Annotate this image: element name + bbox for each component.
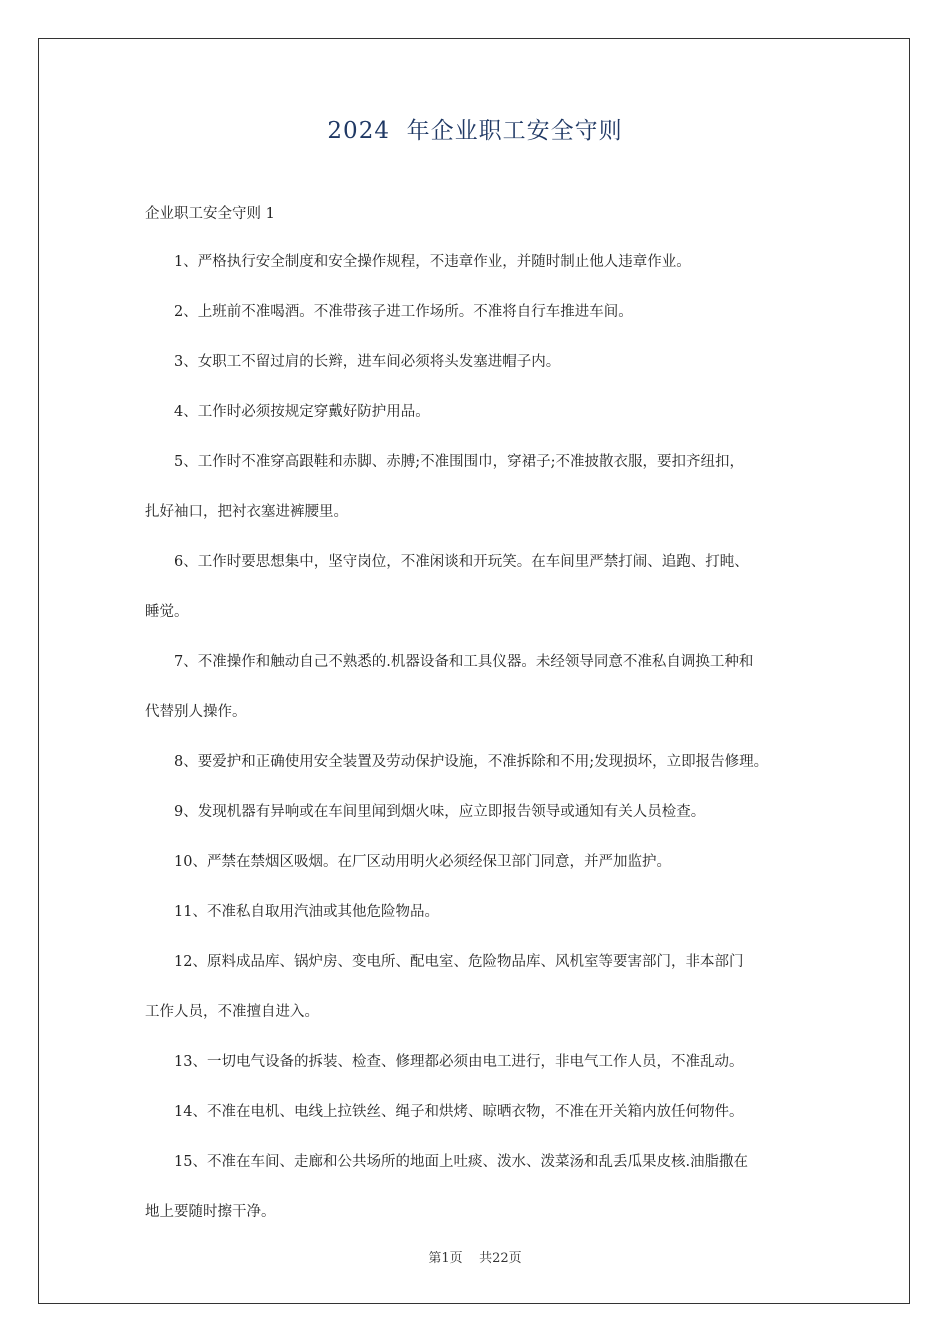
document-title: 2024 年企业职工安全守则: [327, 118, 623, 144]
rule-item: 3、女职工不留过肩的长辫，进车间必须将头发塞进帽子内。: [174, 354, 561, 370]
rule-continuation-line: 地上要随时擦干净。: [145, 1204, 276, 1220]
rule-continuation-line: 代替别人操作。: [145, 704, 247, 720]
section-heading: 企业职工安全守则 1: [145, 206, 275, 222]
page-footer: 第1页 共22页: [428, 1251, 522, 1266]
rule-item: 11、不准私自取用汽油或其他危险物品。: [174, 904, 439, 920]
rule-item: 14、不准在电机、电线上拉铁丝、绳子和烘烤、晾晒衣物，不准在开关箱内放任何物件。: [174, 1104, 744, 1120]
rule-continuation-line: 扎好袖口，把衬衣塞进裤腰里。: [145, 504, 348, 520]
rule-continuation-line: 工作人员，不准擅自进入。: [145, 1004, 319, 1020]
rule-item: 7、不准操作和触动自己不熟悉的.机器设备和工具仪器。未经领导同意不准私自调换工种和: [174, 654, 754, 670]
rule-item: 10、严禁在禁烟区吸烟。在厂区动用明火必须经保卫部门同意，并严加监护。: [174, 854, 671, 870]
rule-item: 15、不准在车间、走廊和公共场所的地面上吐痰、泼水、泼菜汤和乱丢瓜果皮核.油脂撒在: [174, 1154, 749, 1170]
rule-item: 1、严格执行安全制度和安全操作规程，不违章作业，并随时制止他人违章作业。: [174, 254, 691, 270]
rule-item: 2、上班前不准喝酒。不准带孩子进工作场所。不准将自行车推进车间。: [174, 304, 633, 320]
rule-continuation-line: 睡觉。: [145, 604, 189, 620]
rule-item: 12、原料成品库、锅炉房、变电所、配电室、危险物品库、风机室等要害部门，非本部门: [174, 954, 744, 970]
rule-item: 8、要爱护和正确使用安全装置及劳动保护设施，不准拆除和不用;发现损坏，立即报告修理。: [174, 754, 769, 770]
rules-list: [145, 250, 807, 1225]
rule-item: 4、工作时必须按规定穿戴好防护用品。: [174, 404, 430, 420]
rule-item: 6、工作时要思想集中，坚守岗位，不准闲谈和开玩笑。在车间里严禁打闹、追跑、打盹、: [174, 554, 749, 570]
rule-item: 9、发现机器有异响或在车间里闻到烟火味，应立即报告领导或通知有关人员检查。: [174, 804, 706, 820]
rule-item: 13、一切电气设备的拆装、检查、修理都必须由电工进行，非电气工作人员，不准乱动。: [174, 1054, 744, 1070]
rule-item: 5、工作时不准穿高跟鞋和赤脚、赤膊;不准围围巾，穿裙子;不准披散衣服，要扣齐纽扣，: [174, 454, 744, 470]
